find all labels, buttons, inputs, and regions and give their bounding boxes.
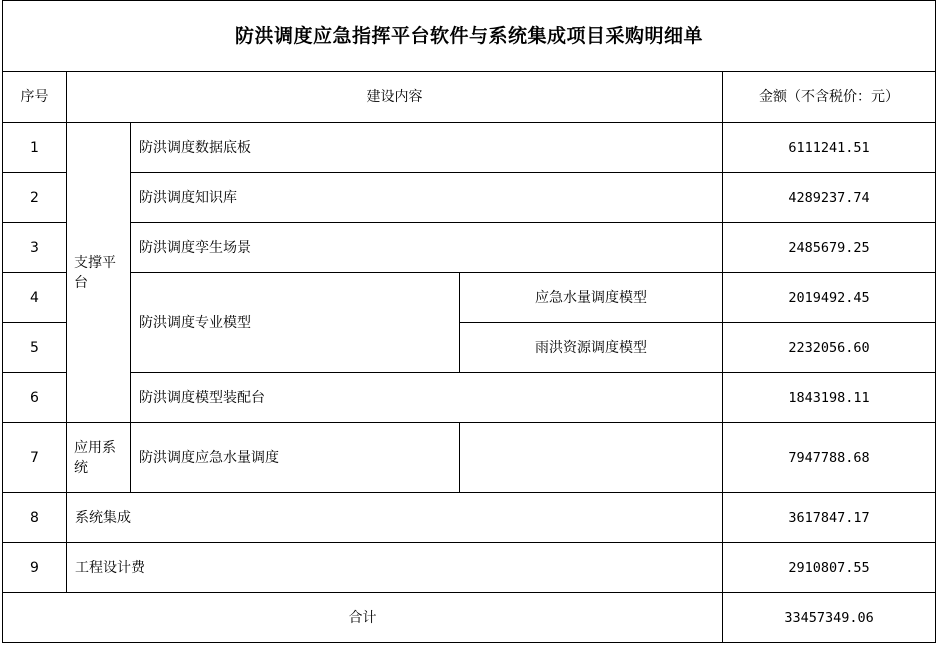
row-subitem: 应急水量调度模型 (460, 273, 723, 323)
row-item: 工程设计费 (67, 543, 723, 593)
row-amount: 2232056.60 (723, 323, 936, 373)
table-row (3, 373, 936, 423)
total-amount: 33457349.06 (723, 593, 936, 643)
row-no: 7 (3, 423, 67, 493)
header-no: 序号 (3, 72, 67, 123)
table-title: 防洪调度应急指挥平台软件与系统集成项目采购明细单 (3, 1, 936, 72)
row-no: 2 (3, 173, 67, 223)
table-row (3, 543, 936, 593)
row-no: 4 (3, 273, 67, 323)
row-amount: 2485679.25 (723, 223, 936, 273)
row-amount: 2019492.45 (723, 273, 936, 323)
row-item: 防洪调度数据底板 (131, 123, 723, 173)
procurement-sheet (2, 0, 936, 643)
row-amount: 1843198.11 (723, 373, 936, 423)
row-subitem (460, 423, 723, 493)
table-row (3, 173, 936, 223)
total-row (3, 593, 936, 643)
row-no: 1 (3, 123, 67, 173)
table-row (3, 493, 936, 543)
total-label: 合计 (3, 593, 723, 643)
table-row (3, 273, 936, 323)
row-item: 系统集成 (67, 493, 723, 543)
row-no: 8 (3, 493, 67, 543)
header-content: 建设内容 (67, 72, 723, 123)
row-no: 5 (3, 323, 67, 373)
row-item: 防洪调度孪生场景 (131, 223, 723, 273)
title-row (3, 1, 936, 72)
row-item: 防洪调度模型装配台 (131, 373, 723, 423)
row-amount: 3617847.17 (723, 493, 936, 543)
row-amount: 6111241.51 (723, 123, 936, 173)
row-no: 6 (3, 373, 67, 423)
row-item: 防洪调度专业模型 (131, 273, 460, 373)
row-no: 9 (3, 543, 67, 593)
row-amount: 2910807.55 (723, 543, 936, 593)
category-application: 应用系统 (67, 423, 131, 493)
table-row (3, 423, 936, 493)
row-item: 防洪调度知识库 (131, 173, 723, 223)
header-amount: 金额（不含税价：元） (723, 72, 936, 123)
row-amount: 7947788.68 (723, 423, 936, 493)
row-amount: 4289237.74 (723, 173, 936, 223)
procurement-table (2, 0, 936, 643)
row-no: 3 (3, 223, 67, 273)
table-row (3, 123, 936, 173)
row-item: 防洪调度应急水量调度 (131, 423, 460, 493)
header-row (3, 72, 936, 123)
row-subitem: 雨洪资源调度模型 (460, 323, 723, 373)
category-platform: 支撑平台 (67, 123, 131, 423)
table-row (3, 223, 936, 273)
